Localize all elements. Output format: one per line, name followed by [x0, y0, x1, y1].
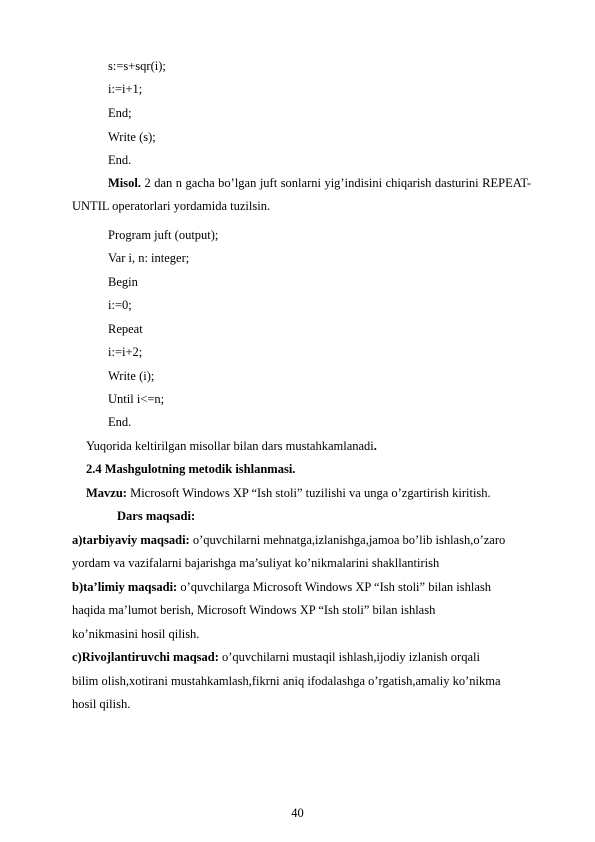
goal-c-line3: hosil qilish. [72, 697, 131, 711]
code-line: Write (i); [108, 369, 155, 383]
summary-line [86, 438, 377, 454]
goal-c-line2: bilim olish,xotirani mustahkamlash,fikrni aniq ifodalashga o’rgatish,amaliy ko’nikma [72, 674, 501, 688]
mavzu-label: Mavzu: [86, 486, 127, 500]
summary-period: . [373, 439, 377, 453]
goal-b-line3: ko’nikmasini hosil qilish. [72, 627, 200, 641]
code-line: Var i, n: integer; [108, 251, 190, 265]
code-line: Write (s); [108, 130, 156, 144]
goal-c-label: c)Rivojlantiruvchi maqsad: [72, 650, 219, 664]
goal-a-label: a)tarbiyaviy maqsadi: [72, 533, 190, 547]
code-line: Begin [108, 275, 138, 289]
code-line: i:=i+2; [108, 345, 143, 359]
dars-maqsadi-heading: Dars maqsadi: [117, 509, 196, 523]
code-line: End. [108, 415, 132, 429]
misol-label: Misol. [108, 176, 141, 190]
misol-paragraph [72, 172, 531, 218]
code-line: Program juft (output); [108, 228, 219, 242]
misol-text: 2 dan n gacha bo’lgan juft sonlarni yig’indisini chiqarish dasturini REPEAT-UNTIL operatorlari yordamida tuzilsin. [72, 176, 531, 213]
code-line: i:=0; [108, 298, 132, 312]
goal-c-text: o’quvchilarni mustaqil ishlash,ijodiy izlanish orqali [218, 650, 480, 664]
goal-b-label: b)ta’limiy maqsadi: [72, 580, 178, 594]
code-line: Repeat [108, 322, 143, 336]
code-line: s:=s+sqr(i); [108, 59, 166, 73]
goal-a-line [72, 532, 505, 548]
page-number: 40 [291, 806, 304, 820]
goal-c-line [72, 649, 480, 665]
goal-a-line2: yordam va vazifalarni bajarishga ma’suliyat ko’nikmalarini shakllantirish [72, 556, 440, 570]
goal-b-line [72, 579, 491, 595]
mavzu-line [86, 485, 491, 501]
goal-a-text: o’quvchilarni mehnatga,izlanishga,jamoa bo’lib ishlash,o’zaro [189, 533, 506, 547]
summary-text: Yuqorida keltirilgan misollar bilan dars mustahkamlanadi [86, 439, 374, 453]
code-line: Until i<=n; [108, 392, 165, 406]
section-title: 2.4 Mashgulotning metodik ishlanmasi. [86, 462, 296, 476]
mavzu-text: Microsoft Windows XP “Ish stoli” tuzilishi va unga o’zgartirish kiritish. [126, 486, 491, 500]
goal-b-text: o’quvchilarga Microsoft Windows XP “Ish stoli” bilan ishlash [177, 580, 492, 594]
code-line: End; [108, 106, 132, 120]
code-line: i:=i+1; [108, 82, 143, 96]
code-line: End. [108, 153, 132, 167]
goal-b-line2: haqida ma’lumot berish, Microsoft Windows XP “Ish stoli” bilan ishlash [72, 603, 436, 617]
